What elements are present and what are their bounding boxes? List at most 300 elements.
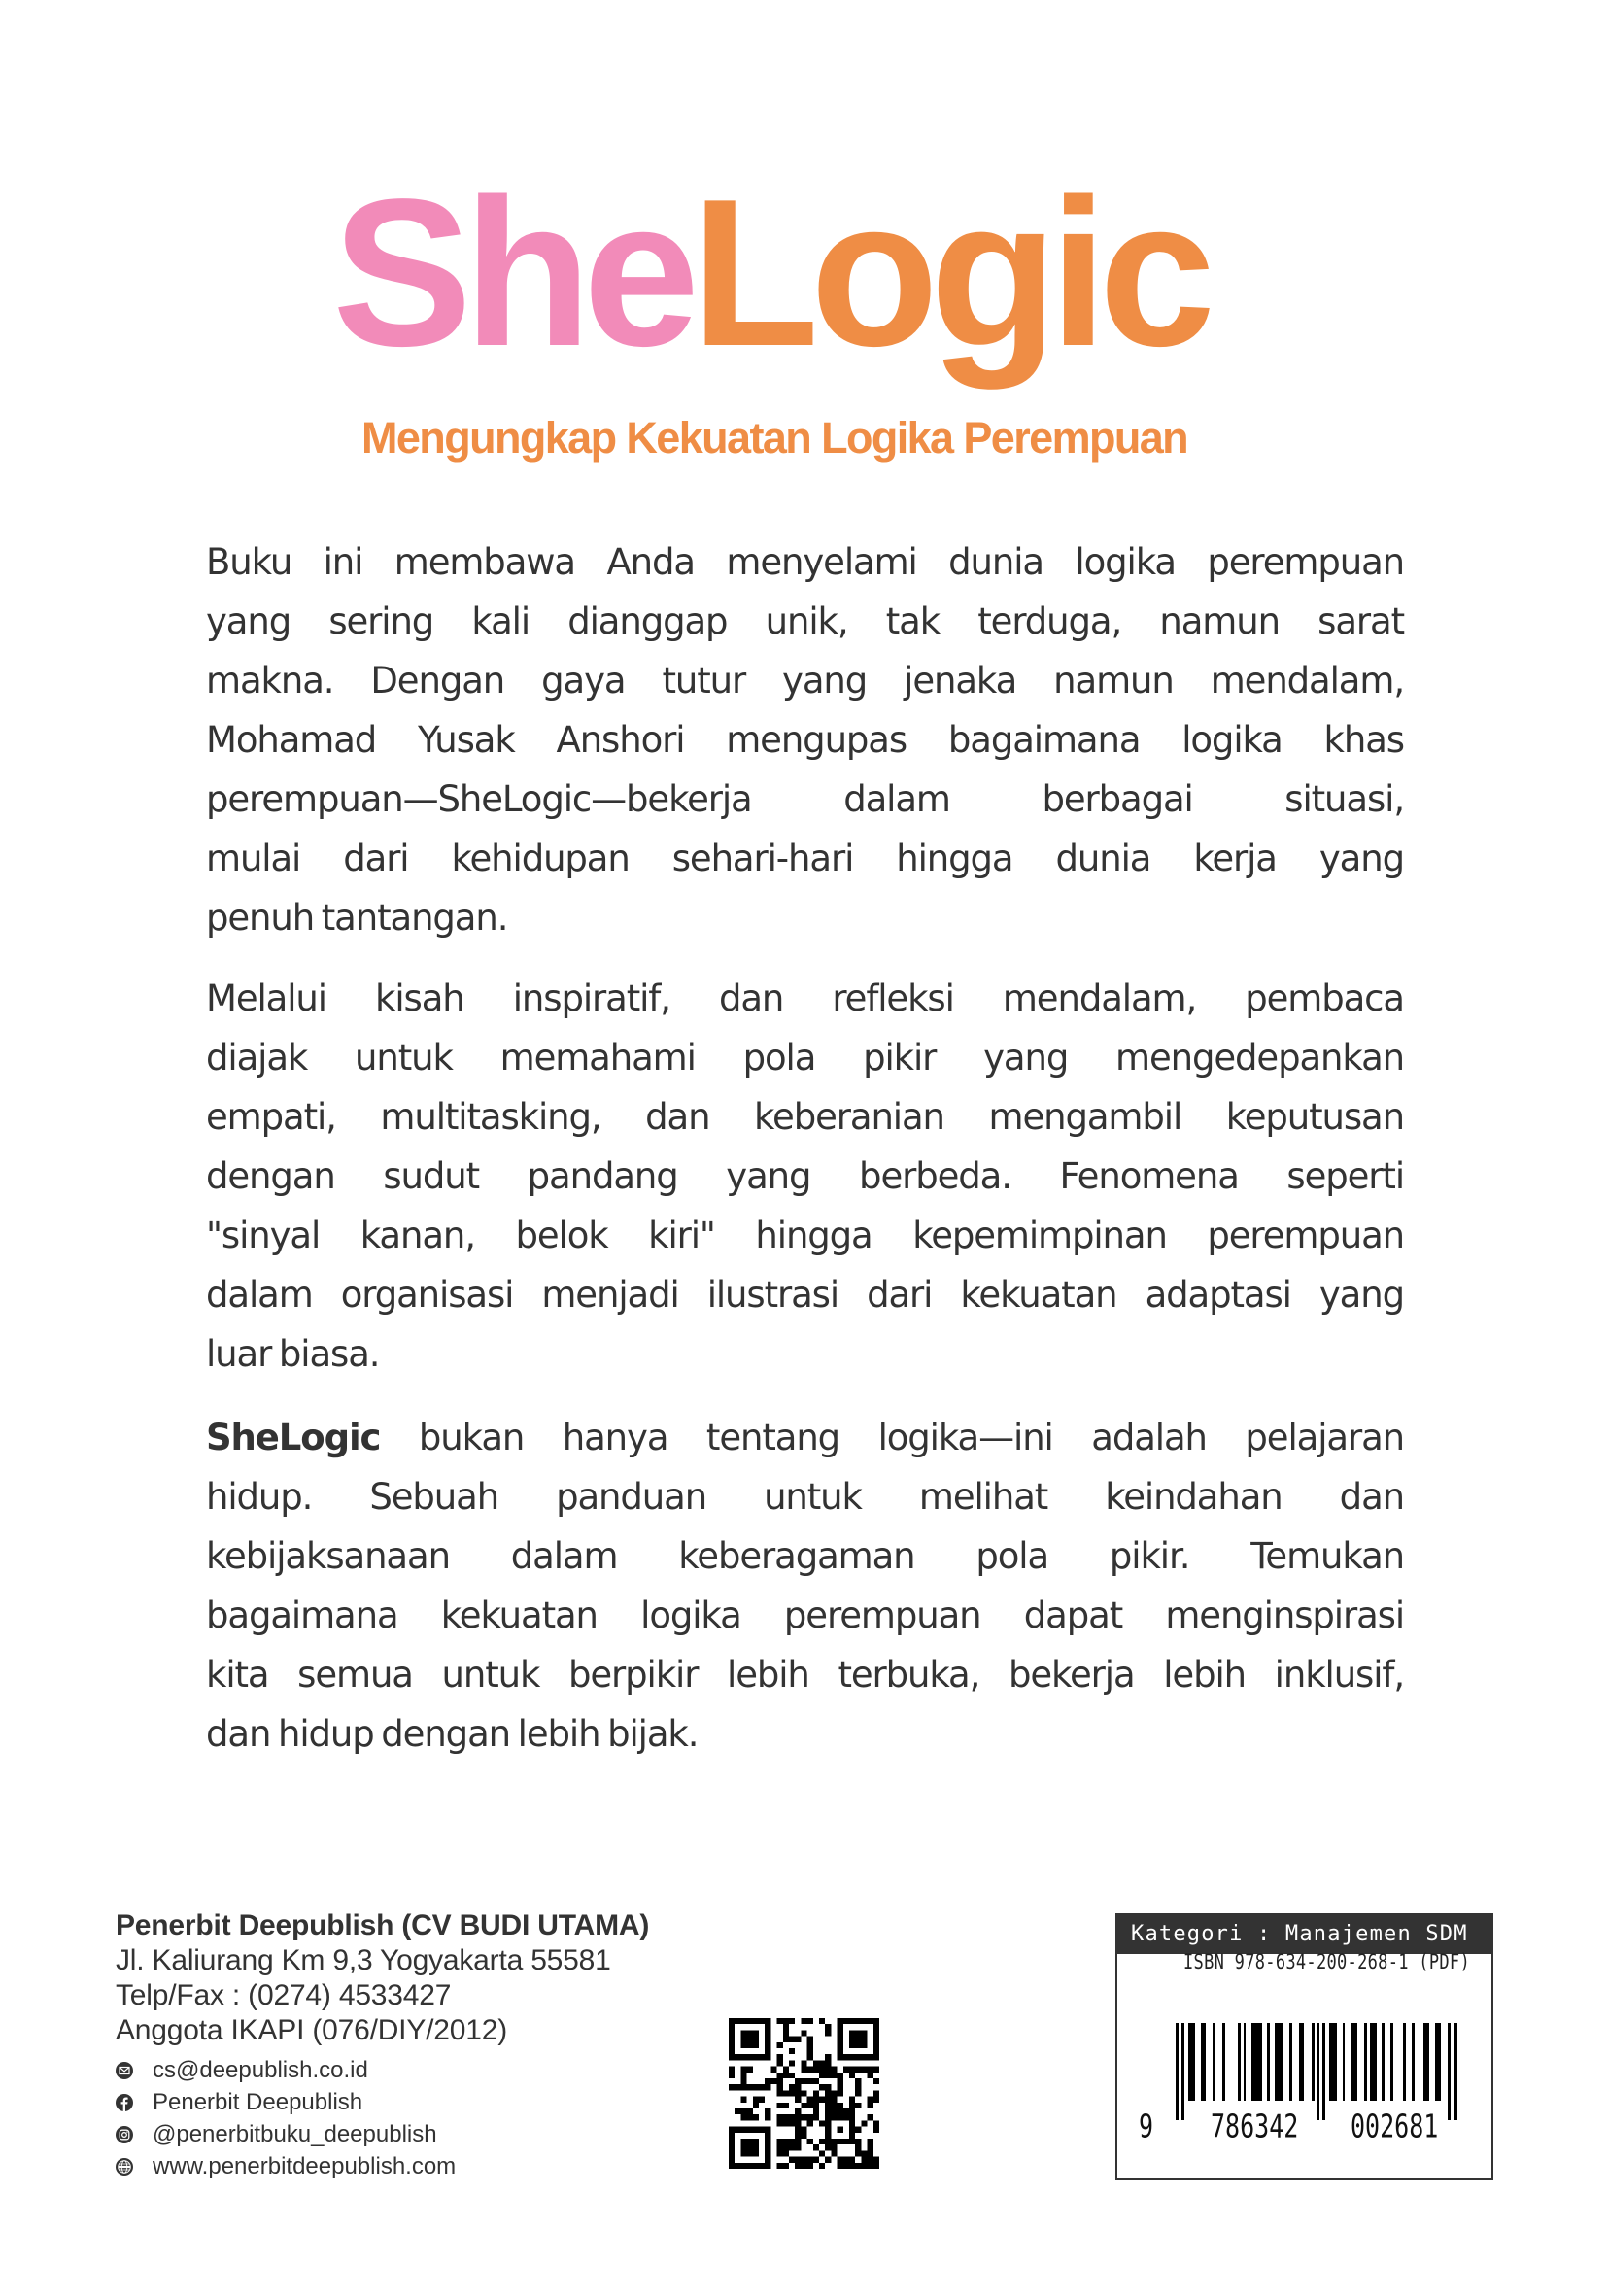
qr-module — [819, 2120, 825, 2126]
qr-module — [765, 2054, 770, 2060]
qr-module — [783, 2090, 789, 2096]
qr-module — [729, 2042, 735, 2048]
qr-module — [849, 2133, 855, 2139]
qr-module — [765, 2133, 770, 2139]
qr-module — [789, 2144, 795, 2150]
qr-module — [831, 2139, 837, 2144]
contact-website[interactable] — [116, 2150, 649, 2182]
qr-module — [753, 2127, 759, 2133]
qr-module — [765, 2163, 770, 2169]
blurb-line: kita semua untuk berpikir lebih terbuka, bekerja lebih inklusif, — [206, 1654, 1404, 1696]
email-icon — [116, 2062, 133, 2079]
qr-module — [789, 2048, 795, 2054]
qr-module — [813, 2067, 819, 2073]
qr-module — [849, 2114, 855, 2120]
qr-module — [855, 2127, 861, 2133]
isbn-box — [1115, 1913, 1493, 2180]
qr-module — [861, 2157, 867, 2163]
qr-module — [783, 2163, 789, 2169]
qr-module — [795, 2108, 801, 2114]
qr-module — [735, 2108, 740, 2114]
qr-module — [838, 2163, 843, 2169]
qr-module — [740, 2163, 746, 2169]
qr-module — [789, 2073, 795, 2078]
blurb-paragraph-1 — [206, 532, 1404, 947]
qr-module — [740, 2150, 746, 2156]
qr-module — [838, 2103, 843, 2108]
qr-module — [747, 2150, 753, 2156]
qr-module — [825, 2067, 831, 2073]
qr-module — [729, 2144, 735, 2150]
qr-module — [759, 2127, 765, 2133]
qr-module — [795, 2090, 801, 2096]
qr-module — [801, 2030, 806, 2036]
qr-module — [740, 2067, 746, 2073]
contact-instagram[interactable] — [116, 2118, 649, 2150]
qr-module — [873, 2067, 879, 2073]
qr-module — [838, 2139, 843, 2144]
qr-module — [777, 2073, 783, 2078]
qr-module — [807, 2163, 813, 2169]
qr-module — [729, 2163, 735, 2169]
qr-module — [849, 2120, 855, 2126]
qr-module — [765, 2030, 770, 2036]
qr-module — [843, 2157, 849, 2163]
qr-module — [777, 2090, 783, 2096]
qr-module — [838, 2018, 843, 2024]
qr-module — [849, 2127, 855, 2133]
barcode-guard-bar — [1448, 2023, 1451, 2120]
qr-module — [795, 2097, 801, 2103]
qr-module — [783, 2120, 789, 2126]
qr-module — [813, 2157, 819, 2163]
qr-module — [753, 2150, 759, 2156]
qr-module — [753, 2030, 759, 2036]
barcode-bar — [1222, 2023, 1225, 2101]
qr-module — [753, 2054, 759, 2060]
qr-module — [807, 2139, 813, 2144]
qr-module — [855, 2037, 861, 2042]
blurb-line: bagaimana kekuatan logika perempuan dapat menginspirasi — [206, 1594, 1404, 1636]
blurb-line: hidup. Sebuah panduan untuk melihat keindahan dan — [206, 1476, 1404, 1518]
qr-module — [813, 2060, 819, 2066]
qr-module — [777, 2018, 783, 2024]
qr-module — [765, 2042, 770, 2048]
qr-module — [831, 2073, 837, 2078]
blurb-line: dan hidup dengan lebih bijak. — [206, 1713, 699, 1755]
qr-module — [855, 2042, 861, 2048]
qr-module — [740, 2018, 746, 2024]
qr-module — [729, 2048, 735, 2054]
publisher-contacts — [116, 2054, 649, 2182]
qr-module — [838, 2127, 843, 2133]
qr-module — [801, 2157, 806, 2163]
qr-module — [807, 2067, 813, 2073]
qr-module — [873, 2018, 879, 2024]
qr-module — [807, 2042, 813, 2048]
qr-module — [789, 2114, 795, 2120]
barcode-bar — [1251, 2023, 1262, 2101]
qr-module — [813, 2097, 819, 2103]
qr-module — [838, 2157, 843, 2163]
title-she: She — [332, 154, 692, 390]
qr-module — [740, 2078, 746, 2084]
qr-module — [729, 2127, 735, 2133]
qr-module — [868, 2163, 873, 2169]
qr-module — [855, 2144, 861, 2150]
qr-module — [873, 2163, 879, 2169]
qr-module — [783, 2103, 789, 2108]
qr-module — [789, 2060, 795, 2066]
barcode-bar — [1412, 2023, 1415, 2101]
qr-module — [747, 2127, 753, 2133]
publisher-phone: Telp/Fax : (0274) 4533427 — [116, 1979, 452, 2011]
qr-module — [831, 2067, 837, 2073]
qr-module — [873, 2048, 879, 2054]
qr-module — [855, 2067, 861, 2073]
barcode-bar — [1244, 2023, 1246, 2101]
qr-module — [838, 2024, 843, 2030]
qr-module — [849, 2097, 855, 2103]
isbn-number: ISBN 978-634-200-268-1 (PDF) — [1183, 1950, 1470, 1974]
qr-module — [807, 2018, 813, 2024]
qr-module — [868, 2054, 873, 2060]
qr-module — [747, 2163, 753, 2169]
qr-module — [740, 2097, 746, 2103]
qr-module — [740, 2054, 746, 2060]
qr-module — [831, 2090, 837, 2096]
contact-website-text: www.penerbitdeepublish.com — [153, 2152, 457, 2179]
qr-module — [789, 2018, 795, 2024]
qr-module — [740, 2042, 746, 2048]
barcode-bar — [1213, 2023, 1215, 2101]
qr-module — [777, 2054, 783, 2060]
qr-module — [868, 2139, 873, 2144]
blurb-line: Buku ini membawa Anda menyelami dunia logika perempuan — [206, 541, 1404, 583]
publisher-membership: Anggota IKAPI (076/DIY/2012) — [116, 2014, 507, 2046]
qr-module — [873, 2037, 879, 2042]
qr-module — [825, 2108, 831, 2114]
barcode-guard-bar — [1181, 2023, 1184, 2120]
qr-module — [868, 2144, 873, 2150]
blurb-line: perempuan—SheLogic—bekerja dalam berbagai situasi, — [206, 778, 1404, 820]
qr-module — [753, 2084, 759, 2090]
barcode-bar — [1312, 2023, 1315, 2101]
qr-module — [873, 2030, 879, 2036]
qr-module — [849, 2108, 855, 2114]
qr-module — [765, 2150, 770, 2156]
qr-module — [801, 2127, 806, 2133]
qr-module — [765, 2157, 770, 2163]
qr-module — [838, 2042, 843, 2048]
qr-module — [729, 2157, 735, 2163]
qr-module — [765, 2127, 770, 2133]
barcode-bar — [1435, 2023, 1441, 2101]
qr-module — [838, 2084, 843, 2090]
qr-module — [849, 2018, 855, 2024]
qr-module — [735, 2018, 740, 2024]
qr-module — [813, 2144, 819, 2150]
qr-module — [753, 2097, 759, 2103]
title-logic: Logic — [691, 154, 1208, 390]
barcode-bar — [1370, 2023, 1377, 2101]
qr-module — [801, 2078, 806, 2084]
qr-module — [747, 2067, 753, 2073]
contact-email[interactable] — [116, 2054, 649, 2086]
qr-module — [807, 2048, 813, 2054]
barcode-bar — [1382, 2023, 1385, 2101]
blurb-line: mulai dari kehidupan sehari-hari hingga dunia kerja yang — [206, 838, 1404, 879]
qr-module — [838, 2030, 843, 2036]
qr-module — [868, 2114, 873, 2120]
qr-module — [843, 2054, 849, 2060]
qr-module — [795, 2163, 801, 2169]
qr-module — [747, 2084, 753, 2090]
qr-module — [777, 2139, 783, 2144]
qr-module — [740, 2073, 746, 2078]
qr-module — [759, 2084, 765, 2090]
qr-module — [849, 2042, 855, 2048]
qr-module — [789, 2139, 795, 2144]
qr-module — [855, 2054, 861, 2060]
qr-module — [789, 2037, 795, 2042]
qr-module — [777, 2042, 783, 2048]
qr-module — [831, 2114, 837, 2120]
qr-module — [777, 2078, 783, 2084]
qr-module — [765, 2018, 770, 2024]
blurb-line: makna. Dengan gaya tutur yang jenaka namun mendalam, — [206, 660, 1404, 702]
qr-code-icon[interactable] — [729, 2018, 879, 2169]
qr-module — [855, 2103, 861, 2108]
qr-module — [735, 2127, 740, 2133]
qr-module — [795, 2139, 801, 2144]
qr-module — [819, 2067, 825, 2073]
barcode-bar — [1299, 2023, 1304, 2101]
qr-module — [801, 2103, 806, 2108]
contact-instagram-text: @penerbitbuku_deepublish — [153, 2120, 437, 2147]
qr-module — [868, 2097, 873, 2103]
qr-module — [855, 2030, 861, 2036]
qr-module — [765, 2048, 770, 2054]
barcode-bar — [1289, 2023, 1292, 2101]
qr-module — [729, 2037, 735, 2042]
qr-module — [783, 2037, 789, 2042]
barcode-bar — [1364, 2023, 1367, 2101]
qr-module — [819, 2150, 825, 2156]
qr-module — [795, 2133, 801, 2139]
qr-module — [861, 2054, 867, 2060]
qr-module — [789, 2157, 795, 2163]
qr-module — [861, 2042, 867, 2048]
qr-module — [759, 2097, 765, 2103]
qr-module — [873, 2078, 879, 2084]
qr-module — [807, 2120, 813, 2126]
qr-module — [813, 2103, 819, 2108]
qr-module — [873, 2090, 879, 2096]
barcode-bar — [1201, 2023, 1206, 2101]
blurb-line-rest: bukan hanya tentang logika—ini adalah pelajaran — [380, 1417, 1404, 1458]
qr-module — [759, 2163, 765, 2169]
qr-module — [843, 2067, 849, 2073]
qr-module — [873, 2042, 879, 2048]
barcode-bar — [1267, 2023, 1270, 2101]
qr-module — [747, 2042, 753, 2048]
qr-module — [729, 2067, 735, 2073]
qr-module — [765, 2108, 770, 2114]
qr-module — [801, 2090, 806, 2096]
qr-module — [868, 2157, 873, 2163]
qr-module — [783, 2030, 789, 2036]
qr-module — [740, 2127, 746, 2133]
qr-module — [740, 2114, 746, 2120]
qr-module — [825, 2030, 831, 2036]
qr-module — [819, 2084, 825, 2090]
qr-module — [825, 2144, 831, 2150]
qr-module — [807, 2037, 813, 2042]
qr-module — [873, 2054, 879, 2060]
qr-module — [729, 2018, 735, 2024]
qr-module — [753, 2163, 759, 2169]
qr-module — [729, 2139, 735, 2144]
qr-module — [783, 2139, 789, 2144]
qr-module — [855, 2139, 861, 2144]
qr-module — [825, 2120, 831, 2126]
qr-module — [868, 2073, 873, 2078]
qr-module — [777, 2150, 783, 2156]
blurb-line: diajak untuk memahami pola pikir yang mengedepankan — [206, 1037, 1404, 1079]
qr-module — [740, 2037, 746, 2042]
qr-module — [849, 2067, 855, 2073]
qr-module — [849, 2073, 855, 2078]
qr-module — [868, 2103, 873, 2108]
qr-module — [819, 2073, 825, 2078]
qr-module — [843, 2018, 849, 2024]
qr-module — [849, 2157, 855, 2163]
qr-module — [747, 2139, 753, 2144]
barcode-guard-bar — [1176, 2023, 1179, 2120]
qr-module — [747, 2018, 753, 2024]
qr-module — [729, 2054, 735, 2060]
qr-module — [801, 2133, 806, 2139]
qr-module — [795, 2120, 801, 2126]
qr-module — [843, 2114, 849, 2120]
qr-module — [729, 2030, 735, 2036]
qr-module — [825, 2157, 831, 2163]
qr-module — [838, 2054, 843, 2060]
qr-module — [783, 2018, 789, 2024]
qr-module — [777, 2103, 783, 2108]
qr-module — [807, 2103, 813, 2108]
qr-module — [849, 2037, 855, 2042]
qr-module — [825, 2139, 831, 2144]
qr-module — [831, 2144, 837, 2150]
qr-module — [825, 2073, 831, 2078]
barcode-bar — [1423, 2023, 1429, 2101]
qr-module — [813, 2090, 819, 2096]
qr-module — [843, 2108, 849, 2114]
blurb-line: kebijaksanaan dalam keberagaman pola pikir. Temukan — [206, 1535, 1404, 1577]
qr-module — [825, 2097, 831, 2103]
qr-module — [740, 2030, 746, 2036]
blurb-line — [206, 1408, 1404, 1467]
qr-module — [735, 2054, 740, 2060]
qr-module — [807, 2114, 813, 2120]
barcode-bar — [1403, 2023, 1406, 2101]
barcode-bar — [1351, 2023, 1357, 2101]
qr-module — [838, 2037, 843, 2042]
web-icon — [116, 2158, 133, 2176]
qr-module — [855, 2150, 861, 2156]
qr-module — [819, 2018, 825, 2024]
qr-module — [838, 2048, 843, 2054]
qr-module — [825, 2127, 831, 2133]
contact-facebook[interactable] — [116, 2086, 649, 2118]
qr-module — [825, 2054, 831, 2060]
qr-module — [753, 2042, 759, 2048]
publisher-info — [116, 1908, 649, 2182]
qr-module — [825, 2060, 831, 2066]
qr-module — [740, 2144, 746, 2150]
qr-module — [795, 2157, 801, 2163]
qr-module — [838, 2114, 843, 2120]
book-subtitle: Mengungkap Kekuatan Logika Perempuan — [361, 413, 1188, 463]
barcode-bar — [1329, 2023, 1337, 2101]
barcode-guard-bar — [1317, 2023, 1319, 2120]
qr-module — [729, 2150, 735, 2156]
qr-module — [861, 2120, 867, 2126]
blurb-paragraph-2 — [206, 969, 1404, 1384]
qr-module — [849, 2103, 855, 2108]
qr-module — [735, 2084, 740, 2090]
qr-module — [813, 2078, 819, 2084]
qr-module — [789, 2084, 795, 2090]
qr-module — [825, 2024, 831, 2030]
qr-module — [783, 2150, 789, 2156]
barcode-bar — [1188, 2023, 1195, 2101]
qr-module — [795, 2078, 801, 2084]
book-title — [332, 154, 1208, 390]
qr-module — [753, 2018, 759, 2024]
qr-module — [759, 2054, 765, 2060]
qr-module — [747, 2054, 753, 2060]
qr-module — [825, 2133, 831, 2139]
barcode-guard-bar — [1322, 2023, 1325, 2120]
barcode-digits-right: 002681 — [1351, 2108, 1439, 2145]
qr-module — [765, 2078, 770, 2084]
qr-module — [861, 2037, 867, 2042]
qr-module — [838, 2073, 843, 2078]
qr-module — [801, 2114, 806, 2120]
qr-module — [819, 2139, 825, 2144]
qr-module — [777, 2120, 783, 2126]
qr-module — [849, 2139, 855, 2144]
blurb-line: dengan sudut pandang yang berbeda. Fenomena seperti — [206, 1155, 1404, 1197]
qr-module — [861, 2067, 867, 2073]
qr-module — [861, 2018, 867, 2024]
qr-module — [747, 2114, 753, 2120]
qr-module — [873, 2127, 879, 2133]
qr-module — [831, 2150, 837, 2156]
qr-module — [753, 2114, 759, 2120]
qr-module — [753, 2037, 759, 2042]
qr-module — [765, 2144, 770, 2150]
barcode-guard-bar — [1454, 2023, 1457, 2120]
qr-module — [807, 2157, 813, 2163]
qr-module — [801, 2163, 806, 2169]
qr-module — [765, 2037, 770, 2042]
qr-module — [801, 2018, 806, 2024]
qr-module — [777, 2114, 783, 2120]
